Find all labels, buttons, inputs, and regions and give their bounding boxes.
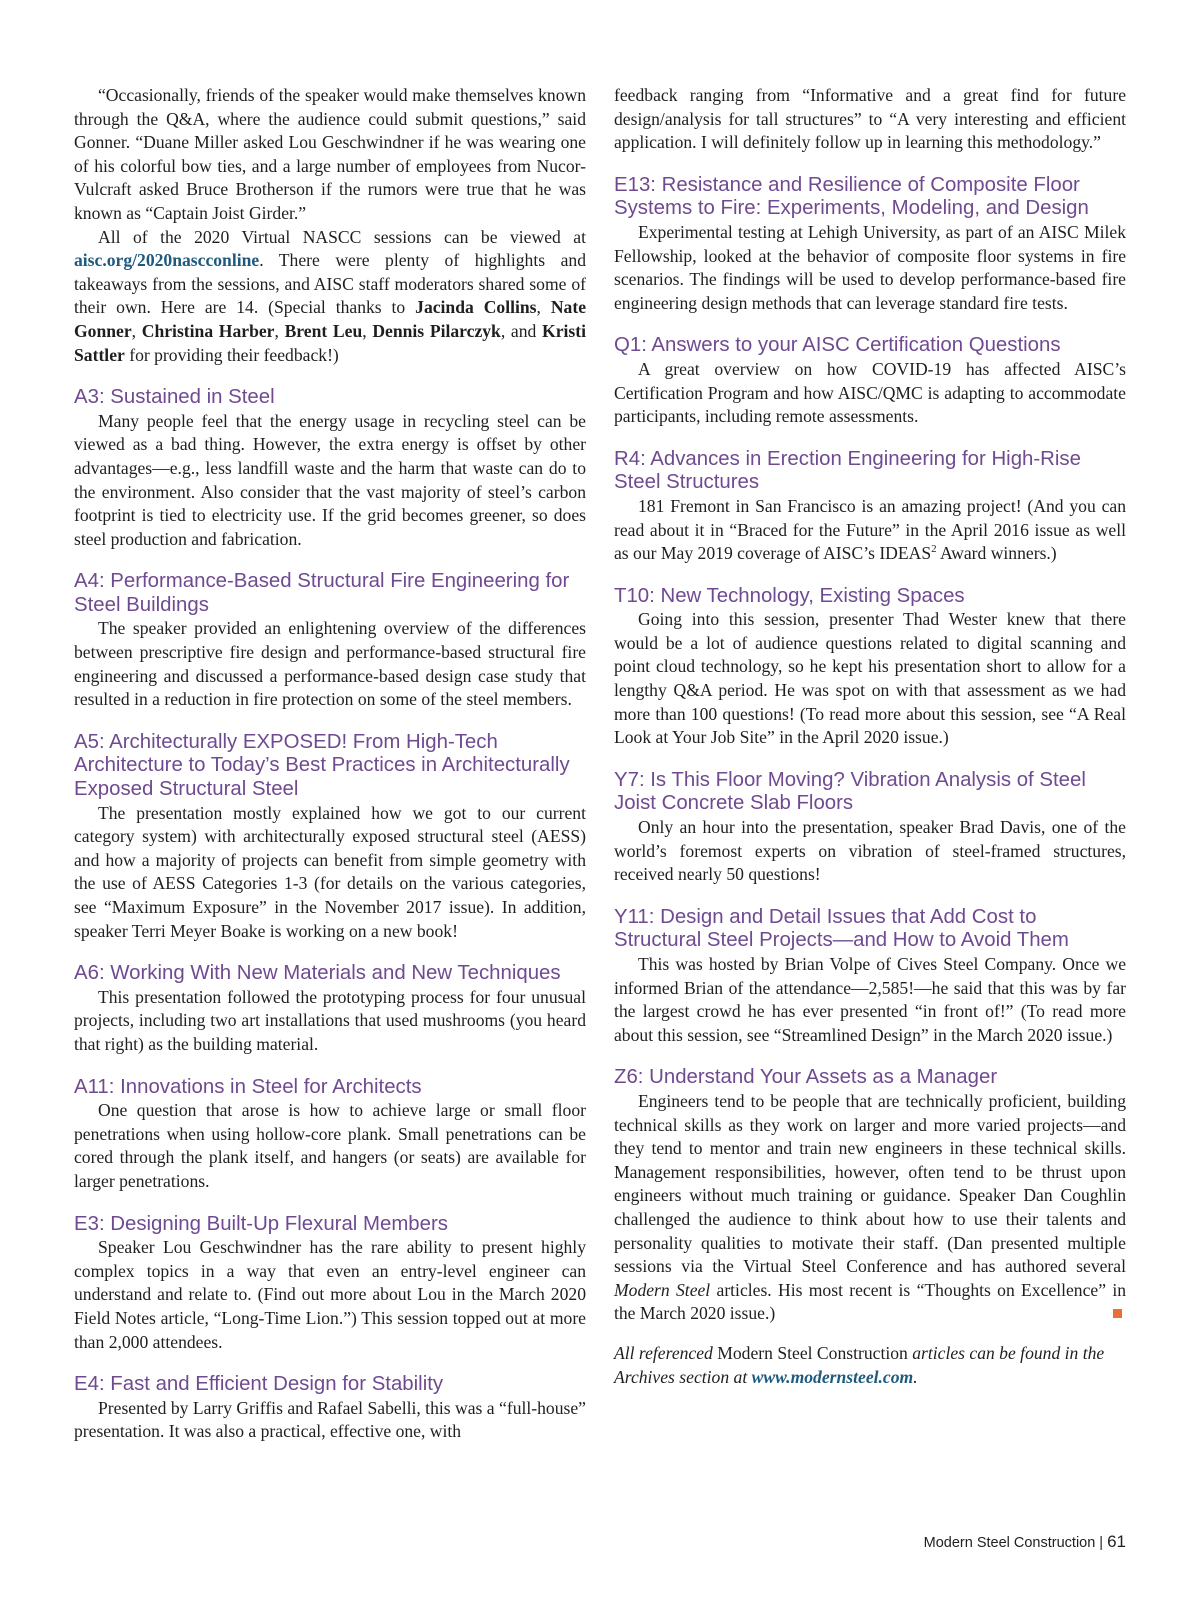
thanks-name-6: Kristi Sattler — [74, 320, 586, 365]
section-body-a3: Many people feel that the energy usage in recycling steel can be viewed as a bad thing. However, the extra energy is offset by other advantages—e.g., less landfill waste and the harm that waste can do to the environment. Also consider that the vast majority of steel’s carbon footprint is tied to electricity use. If the grid becomes greener, so does steel production and fabrication. — [74, 410, 586, 549]
z6-text-b: articles. His most recent is “Thoughts on Excellence” in the March 2020 issue.) — [614, 1279, 1126, 1324]
section-body-z6 — [614, 1090, 1126, 1326]
note-publication: Modern Steel Construction — [717, 1342, 908, 1363]
thanks-name-4: Brent Leu — [284, 320, 363, 341]
z6-text-a: Engineers tend to be people that are technically proficient, building technical skills as they work on larger and more varied projects—and they tend to mentor and train new engineers in these technical skills. Management responsibilities, however, often tend to be thrust upon engineers without much training or guidance. Speaker Dan Coughlin challenged the audience to think about how to use their talents and personality qualities to motivate their staff. (Dan presented multiple sessions via the Virtual Steel Conference and has authored several — [614, 1090, 1126, 1277]
section-heading-q1: Q1: Answers to your AISC Certification Questions — [614, 334, 1061, 357]
page-number: 61 — [1107, 1532, 1126, 1551]
section-body-e4: Presented by Larry Griffis and Rafael Sabelli, this was a “full-house” presentation. It was also a practical, effective one, with — [74, 1397, 586, 1442]
section-body-e4-continued: feedback ranging from “Informative and a great find for future design/analysis for tall structures” to “A very interesting and efficient application. I will definitely follow up in learning this methodology.” — [614, 85, 1126, 153]
ideas-superscript: 2 — [931, 543, 937, 556]
section-heading-e3: E3: Designing Built-Up Flexural Members — [74, 1212, 448, 1235]
note-text-c: . — [913, 1366, 918, 1387]
section-heading-y11: Y11: Design and Detail Issues that Add Cost to Structural Steel Projects—and How to Avoid Them — [614, 905, 1069, 952]
right-column — [614, 84, 1126, 1389]
section-heading-z6: Z6: Understand Your Assets as a Manager — [614, 1066, 998, 1089]
section-body-a11: One question that arose is how to achieve large or small floor penetrations when using hollow-core plank. Small penetrations can be cored through the plank itself, and hangers (or seats) are available for larger penetrations. — [74, 1100, 586, 1191]
section-body-y7: Only an hour into the presentation, speaker Brad Davis, one of the world’s foremost experts on vibration of steel-framed structures, received nearly 50 questions! — [614, 817, 1126, 885]
note-text-b: articles can be found in the Archives section at — [614, 1342, 1105, 1387]
intro-paragraph-1: “Occasionally, friends of the speaker would make themselves known through the Q&A, where the audience could submit questions,” said Gonner. “Duane Miller asked Lou Geschwindner if he was wearing one of his colorful bow ties, and a large number of employees from Nucor-Vulcraft asked Bruce Brotherson if the rumors were true that he was known as “Captain Joist Girder.” — [74, 85, 586, 223]
thanks-name-1: Jacinda Collins — [415, 297, 537, 318]
section-body-q1: A great overview on how COVID-19 has affected AISC’s Certification Program and how AISC/QMC is adapting to accommodate participants, including remote assessments. — [614, 358, 1126, 427]
section-heading-y7: Y7: Is This Floor Moving? Vibration Analysis of Steel Joist Concrete Slab Floors — [614, 768, 1086, 815]
section-heading-a11: A11: Innovations in Steel for Architects — [74, 1075, 422, 1098]
section-heading-e4: E4: Fast and Efficient Design for Stability — [74, 1373, 444, 1396]
section-heading-e13: E13: Resistance and Resilience of Composite Floor Systems to Fire: Experiments, Modeling, and Design — [614, 173, 1089, 220]
section-body-e3: Speaker Lou Geschwindner has the rare ability to present highly complex topics in a way that even an entry-level engineer can understand and relate to. (Find out more about Lou in the March 2020 Field Notes article, “Long-Time Lion.”) This session topped out at more than 2,000 attendees. — [74, 1237, 586, 1352]
left-column — [74, 84, 586, 1444]
nascc-online-link[interactable]: aisc.org/2020nascconline — [74, 250, 260, 271]
footer-separator: | — [1099, 1535, 1104, 1551]
section-body-a4: The speaker provided an enlightening overview of the differences between prescriptive fire design and performance-based structural fire engineering and discussed a performance-based design case study that resulted in a reduction in fire protection on some of the steel members. — [74, 618, 586, 710]
z6-text-italic: Modern Steel — [614, 1279, 711, 1300]
r4-text-a: 181 Fremont in San Francisco is an amazing project! (And you can read about it in “Braced for the Future” in the April 2016 issue as well as our May 2019 coverage of AISC’s IDEAS — [614, 495, 1126, 564]
article-end-mark — [1113, 1309, 1122, 1318]
section-heading-r4: R4: Advances in Erection Engineering for High-Rise Steel Structures — [614, 447, 1081, 494]
section-heading-a6: A6: Working With New Materials and New Techniques — [74, 962, 561, 985]
section-body-e13: Experimental testing at Lehigh University, as part of an AISC Milek Fellowship, looked at the behavior of composite floor systems in fire scenarios. The findings will be used to develop performance-based fire engineering design methods that can leverage standard fire tests. — [614, 221, 1126, 313]
section-heading-a4: A4: Performance-Based Structural Fire Engineering for Steel Buildings — [74, 570, 570, 616]
note-text-a: All referenced — [614, 1342, 718, 1363]
page-footer — [924, 1532, 1126, 1552]
thanks-name-5: Dennis Pilarczyk — [372, 320, 501, 341]
intro-paragraph-2: All of the 2020 Virtual NASCC sessions can be viewed at aisc.org/2020nascconline. There were plenty of highlights and takeaways from the sessions, and AISC staff moderators shared some of their own. Here are 14. (Special thanks to Jacinda Collins, Nate Gonner, Christina Harber, Brent Leu, Dennis Pilarczyk, and Kristi Sattler for providing their feedback!) — [74, 226, 586, 365]
section-heading-a5: A5: Architecturally EXPOSED! From High-Tech Architecture to Today’s Best Practices in Architecturally Exposed Structural Steel — [74, 730, 570, 801]
section-heading-t10: T10: New Technology, Existing Spaces — [614, 584, 965, 607]
thanks-name-2: Nate Gonner — [74, 297, 586, 341]
intro-text-c: for providing their feedback!) — [124, 344, 339, 365]
section-body-r4 — [614, 495, 1126, 566]
intro-text-a: All of the 2020 Virtual NASCC sessions can be viewed at — [98, 226, 586, 247]
section-body-a5: The presentation mostly explained how we got to our current category system) with architecturally exposed structural steel (AESS) and how a majority of projects can benefit from simple geometry with the use of AESS Categories 1-3 (for details on the various categories, see “Maximum Exposure” in the November 2017 issue). In addition, speaker Terri Meyer Boake is working on a new book! — [74, 802, 586, 941]
archive-note — [614, 1342, 1126, 1389]
section-heading-a3: A3: Sustained in Steel — [74, 386, 275, 409]
section-body-a6: This presentation followed the prototyping process for four unusual projects, including two art installations that used mushrooms (you heard that right) as the building material. — [74, 986, 586, 1054]
r4-text-b: Award winners.) — [936, 543, 1057, 564]
modernsteel-link[interactable]: www.modernsteel.com — [751, 1366, 914, 1387]
footer-publication: Modern Steel Construction — [923, 1535, 1096, 1551]
section-body-y11: This was hosted by Brian Volpe of Cives Steel Company. Once we informed Brian of the attendance—2,585!—he said that this was by far the largest crowd he has ever presented “in front of!” (To read more about this session, see “Streamlined Design” in the March 2020 issue.) — [614, 954, 1126, 1045]
section-body-t10: Going into this session, presenter Thad Wester knew that there would be a lot of audience questions related to digital scanning and point cloud technology, so he kept his presentation short to allow for a lengthy Q&A period. He was spot on with that assessment as we had more than 100 questions! (To read more about this session, see “A Real Look at Your Job Site” in the April 2020 issue.) — [614, 609, 1126, 748]
thanks-name-3: Christina Harber — [141, 320, 275, 341]
intro-text-b: . There were plenty of highlights and takeaways from the sessions, and AISC staff moderators shared some of their own. Here are 14. (Special thanks to — [74, 250, 586, 318]
